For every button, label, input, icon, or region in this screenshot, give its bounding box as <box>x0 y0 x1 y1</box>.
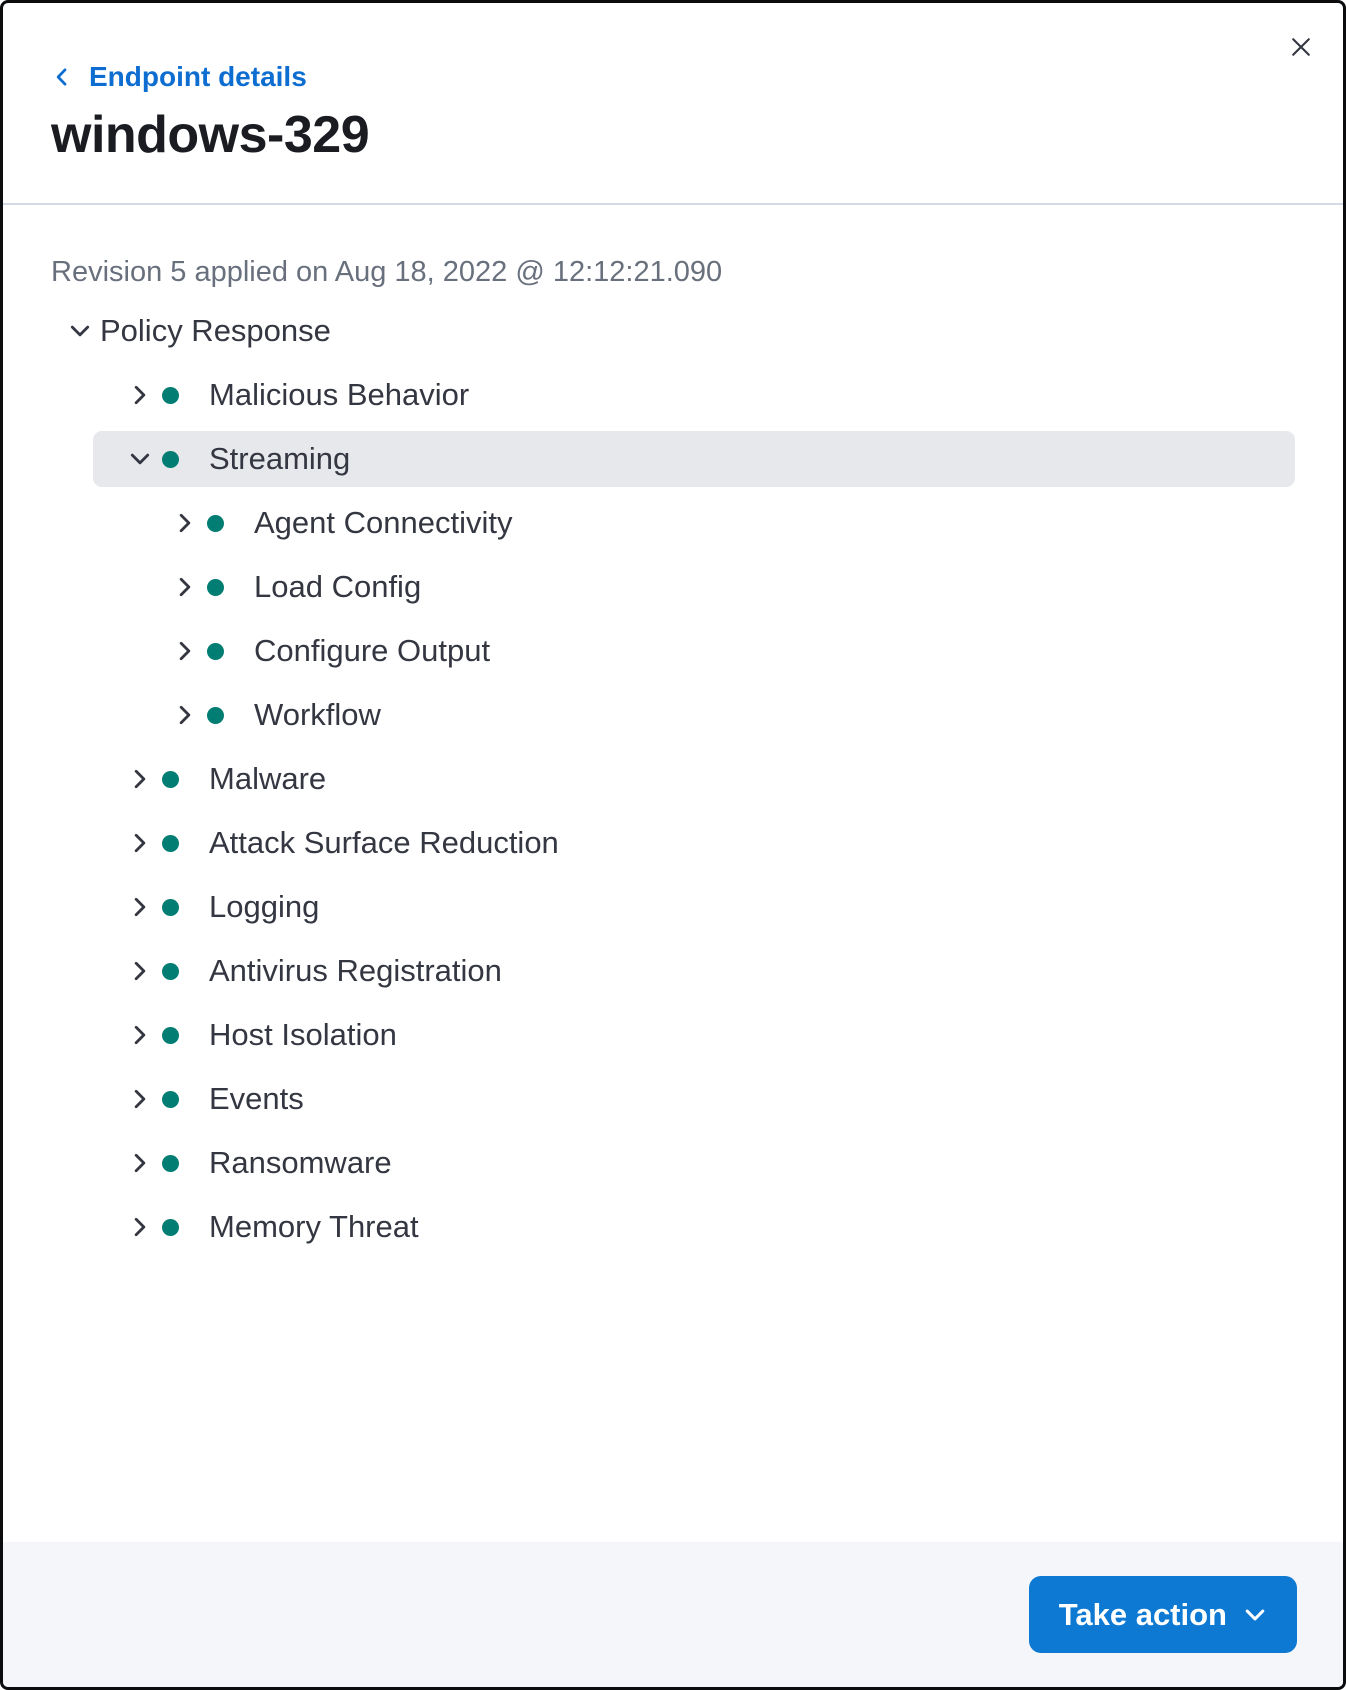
expand-toggle[interactable] <box>126 1085 154 1113</box>
policy-response-tree <box>51 303 1295 1255</box>
expand-toggle[interactable] <box>171 701 199 729</box>
flyout-body <box>3 255 1343 1255</box>
tree-item-label: Malware <box>209 761 327 796</box>
success-status-dot <box>207 579 224 596</box>
success-status-dot <box>162 1091 179 1108</box>
tree-item-host-isolation[interactable] <box>93 1007 1295 1063</box>
success-status-dot <box>207 515 224 532</box>
flyout-footer <box>3 1542 1343 1687</box>
success-status-dot <box>162 1155 179 1172</box>
expand-toggle[interactable] <box>126 1149 154 1177</box>
tree-item-label: Malicious Behavior <box>209 377 470 412</box>
tree-item-ransomware[interactable] <box>93 1135 1295 1191</box>
tree-item-load-config[interactable] <box>93 559 1295 615</box>
expand-toggle[interactable] <box>126 445 154 473</box>
tree-item-label: Workflow <box>254 697 381 732</box>
success-status-dot <box>162 835 179 852</box>
chevron-right-icon <box>126 381 154 409</box>
tree-item-label: Memory Threat <box>209 1209 419 1244</box>
success-status-dot <box>162 771 179 788</box>
success-status-dot <box>207 707 224 724</box>
success-status-dot <box>162 387 179 404</box>
chevron-down-icon <box>1243 1603 1267 1627</box>
success-status-dot <box>207 643 224 660</box>
success-status-dot <box>162 1027 179 1044</box>
tree-item-agent-connectivity[interactable] <box>93 495 1295 551</box>
success-status-dot <box>162 963 179 980</box>
expand-toggle[interactable] <box>171 573 199 601</box>
chevron-down-icon <box>66 317 94 345</box>
close-button[interactable] <box>1275 21 1327 73</box>
tree-item-policy-response[interactable] <box>51 303 1295 359</box>
tree-item-memory-threat[interactable] <box>93 1199 1295 1255</box>
expand-toggle[interactable] <box>126 1021 154 1049</box>
tree-item-workflow[interactable] <box>93 687 1295 743</box>
tree-item-label: Streaming <box>209 441 351 476</box>
tree-item-label: Ransomware <box>209 1145 392 1180</box>
tree-item-streaming[interactable] <box>93 431 1295 487</box>
back-link[interactable] <box>51 61 307 93</box>
chevron-right-icon <box>126 893 154 921</box>
success-status-dot <box>162 451 179 468</box>
expand-toggle[interactable] <box>126 893 154 921</box>
chevron-right-icon <box>126 1085 154 1113</box>
tree-item-label: Load Config <box>254 569 422 604</box>
chevron-right-icon <box>126 829 154 857</box>
tree-item-logging[interactable] <box>93 879 1295 935</box>
tree-item-events[interactable] <box>93 1071 1295 1127</box>
flyout-header <box>3 3 1343 163</box>
success-status-dot <box>162 1219 179 1236</box>
tree-item-label: Attack Surface Reduction <box>209 825 559 860</box>
chevron-right-icon <box>126 765 154 793</box>
tree-item-label: Host Isolation <box>209 1017 397 1052</box>
tree-item-label: Policy Response <box>100 313 331 348</box>
chevron-right-icon <box>171 573 199 601</box>
expand-toggle[interactable] <box>126 829 154 857</box>
tree-item-antivirus-registration[interactable] <box>93 943 1295 999</box>
close-icon <box>1288 34 1314 60</box>
tree-item-label: Events <box>209 1081 304 1116</box>
tree-item-malicious-behavior[interactable] <box>93 367 1295 423</box>
success-status-dot <box>162 899 179 916</box>
expand-toggle[interactable] <box>126 1213 154 1241</box>
tree-item-label: Configure Output <box>254 633 491 668</box>
chevron-right-icon <box>126 957 154 985</box>
expand-toggle[interactable] <box>171 637 199 665</box>
tree-item-label: Logging <box>209 889 320 924</box>
page-title: windows-329 <box>51 106 370 164</box>
expand-toggle[interactable] <box>126 381 154 409</box>
expand-toggle[interactable] <box>126 765 154 793</box>
take-action-button[interactable] <box>1029 1576 1297 1653</box>
chevron-left-icon <box>51 66 73 88</box>
tree-item-label: Agent Connectivity <box>254 505 513 540</box>
expand-toggle[interactable] <box>66 317 94 345</box>
revision-text: Revision 5 applied on Aug 18, 2022 @ 12:12:21.090 <box>51 256 723 288</box>
chevron-right-icon <box>126 1021 154 1049</box>
tree-item-label: Antivirus Registration <box>209 953 502 988</box>
chevron-down-icon <box>126 445 154 473</box>
chevron-right-icon <box>171 637 199 665</box>
take-action-label: Take action <box>1058 1596 1227 1632</box>
tree-item-attack-surface-reduction[interactable] <box>93 815 1295 871</box>
chevron-right-icon <box>171 509 199 537</box>
header-divider <box>3 203 1343 205</box>
expand-toggle[interactable] <box>171 509 199 537</box>
tree-item-configure-output[interactable] <box>93 623 1295 679</box>
chevron-right-icon <box>171 701 199 729</box>
chevron-right-icon <box>126 1213 154 1241</box>
expand-toggle[interactable] <box>126 957 154 985</box>
tree-item-malware[interactable] <box>93 751 1295 807</box>
back-link-label: Endpoint details <box>89 61 307 92</box>
chevron-right-icon <box>126 1149 154 1177</box>
